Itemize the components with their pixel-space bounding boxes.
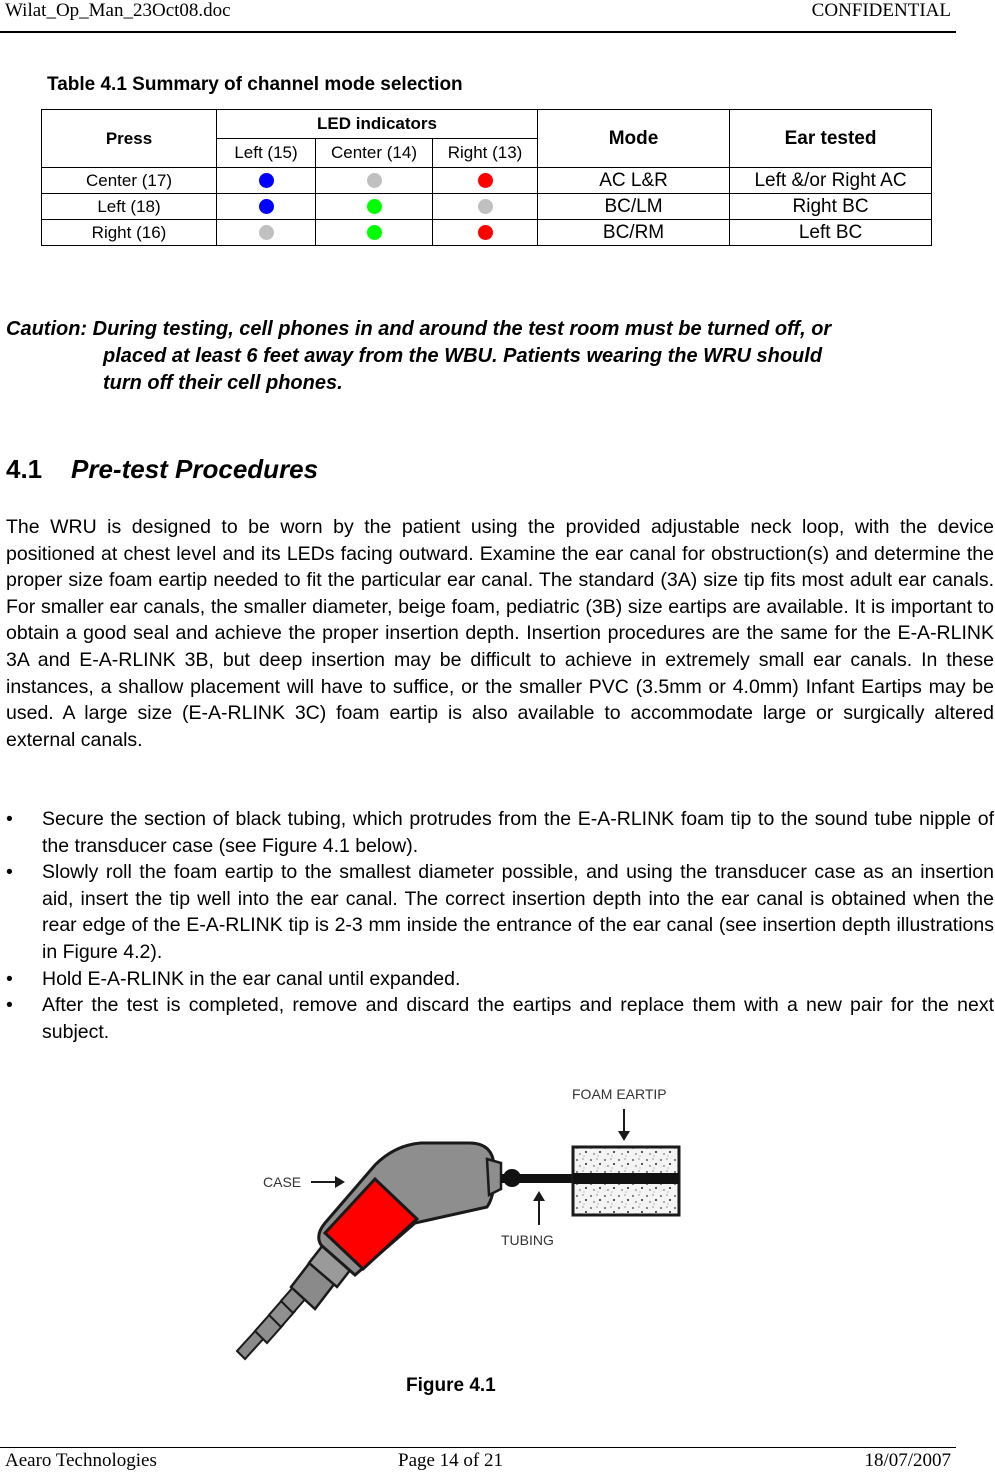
footer-company: Aearo Technologies: [5, 1450, 157, 1471]
procedure-list: [6, 806, 994, 1045]
led-indicator: [367, 173, 382, 188]
col-press-header: Press: [42, 110, 217, 168]
caution-note: [6, 316, 986, 397]
footer-page-number: Page 14 of 21: [398, 1450, 504, 1471]
list-item-text: Secure the section of black tubing, which protrudes from the E-A-RLINK foam tip to the sound tube nipple of the transducer case (see Figure 4.1 below).: [42, 808, 994, 857]
col-left-header: Left (15): [217, 139, 316, 168]
bullet-icon: •: [6, 808, 13, 830]
list-item: [6, 992, 994, 1045]
ear-cell: Right BC: [730, 194, 932, 220]
label-foam-eartip: FOAM EARTIP: [572, 1086, 667, 1102]
list-item-text: Hold E-A-RLINK in the ear canal until expanded.: [42, 967, 461, 990]
led-indicator: [367, 225, 382, 240]
press-cell: Center (17): [42, 168, 217, 194]
section-title: Pre-test Procedures: [71, 454, 319, 484]
led-indicator: [367, 199, 382, 214]
transducer-figure: [225, 1073, 687, 1377]
press-cell: Left (18): [42, 194, 217, 220]
bullet-icon: •: [6, 861, 13, 884]
col-mode-header: Mode: [538, 110, 730, 168]
section-number: 4.1: [6, 454, 43, 484]
ear-cell: Left BC: [730, 220, 932, 246]
tubing-nipple: [503, 1169, 521, 1187]
list-item: [6, 966, 994, 993]
label-case: CASE: [263, 1174, 302, 1190]
table-row: [42, 220, 932, 246]
col-right-header: Right (13): [433, 139, 538, 168]
intro-paragraph: The WRU is designed to be worn by the patient using the provided adjustable neck loop, with the device positioned at chest level and its LEDs facing outward. Examine the ear canal for obstruction(s) and determine the proper size foam eartip needed to fit the particular ear canal. The standard (3A) size tip fits most adult ear canals. For smaller ear canals, the smaller diameter, beige foam, pediatric (3B) size eartips are available. It is important to obtain a good seal and achieve the proper insertion depth. Insertion procedures are the same for the E-A-RLINK 3A and E-A-RLINK 3B, but deep insertion may be difficult to achieve in extremely small ear canals. In these instances, a shallow placement will have to suffice, or the smaller PVC (3.5mm or 4.0mm) Infant Eartips may be used. A large size (E-A-RLINK 3C) foam eartip is also available to accommodate large or surgically altered external canals.: [6, 516, 994, 751]
col-ear-header: Ear tested: [730, 110, 932, 168]
led-indicator: [478, 173, 493, 188]
bullet-icon: •: [6, 994, 13, 1017]
header-classification: CONFIDENTIAL: [811, 0, 951, 21]
bullet-icon: •: [6, 967, 13, 990]
led-indicator: [478, 225, 493, 240]
led-indicator: [259, 225, 274, 240]
footer-date: 18/07/2007: [864, 1450, 951, 1471]
list-item-text: After the test is completed, remove and discard the eartips and replace them with a new pair for the next subject.: [42, 994, 994, 1043]
table-row: [42, 168, 932, 194]
table-caption: Table 4.1 Summary of channel mode selection: [47, 74, 463, 95]
header-filename: Wilat_Op_Man_23Oct08.doc: [5, 0, 231, 21]
list-item: [6, 806, 994, 859]
led-indicator: [259, 199, 274, 214]
figure-caption: Figure 4.1: [406, 1375, 496, 1396]
footer-rule: [0, 1447, 956, 1448]
led-indicator: [259, 173, 274, 188]
ear-cell: Left &/or Right AC: [730, 168, 932, 194]
caution-line: Caution: During testing, cell phones in and around the test room must be turned off, or: [6, 318, 832, 340]
press-cell: Right (16): [42, 220, 217, 246]
caution-line: turn off their cell phones.: [103, 372, 343, 394]
mode-cell: BC/LM: [538, 194, 730, 220]
channel-mode-table: [41, 109, 932, 246]
list-item-text: Slowly roll the foam eartip to the smallest diameter possible, and using the transducer case as an insertion aid, insert the tip well into the ear canal. The correct insertion depth into the ear canal is obtained when the rear edge of the E-A-RLINK tip is 2-3 mm inside the entrance of the ear canal (see insertion depth illustrations in Figure 4.2).: [42, 861, 994, 963]
mode-cell: BC/RM: [538, 220, 730, 246]
col-center-header: Center (14): [316, 139, 433, 168]
caution-line: placed at least 6 feet away from the WBU. Patients wearing the WRU should: [103, 345, 823, 367]
col-led-group-header: LED indicators: [217, 110, 538, 139]
list-item: [6, 859, 994, 965]
mode-cell: AC L&R: [538, 168, 730, 194]
header-rule: [0, 31, 956, 33]
label-tubing: TUBING: [501, 1232, 554, 1248]
foam-eartip: [573, 1147, 679, 1215]
table-row: [42, 194, 932, 220]
led-indicator: [478, 199, 493, 214]
